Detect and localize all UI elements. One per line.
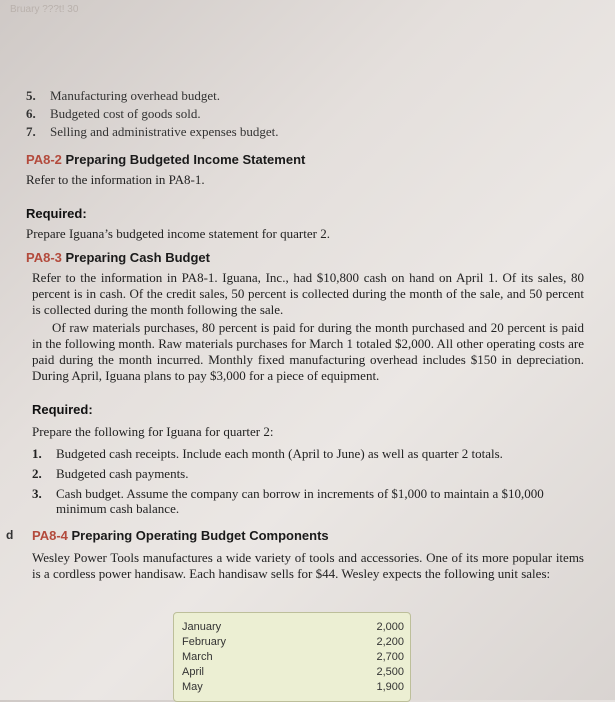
problem-code: PA8-4 [32,528,68,543]
month-cell: March [182,651,213,663]
problem-title: Preparing Cash Budget [65,250,210,265]
units-cell: 2,500 [376,666,404,678]
problem-title: Preparing Operating Budget Components [71,528,329,543]
table-row [182,621,404,634]
pa8-2-required-label: Required: [26,206,87,221]
units-cell: 2,700 [376,651,404,663]
pa8-3-heading [26,250,210,265]
faded-header-text: Bruary ???t! 30 [10,4,79,15]
pa8-4-paragraph: Wesley Power Tools manufactures a wide variety of tools and accessories. One of its more popular items is a cordless power handisaw. Each handisaw sells for $44. Wesley expects the following unit sales: [32,550,584,581]
table-row [182,636,404,649]
pa8-3-item-3 [32,486,582,516]
units-cell: 2,200 [376,636,404,648]
item-number: 3. [32,486,42,501]
problem-code: PA8-2 [26,152,62,167]
units-cell: 1,900 [376,681,404,693]
pa8-3-paragraph-2: Of raw materials purchases, 80 percent is paid for during the month purchased and 20 percent is paid in the following month. Raw materials purchases for March 1 totaled $2,000. All other operating costs are paid during the month incurred. Monthly fixed manufacturing overhead includes $150 in depreciation. During April, Iguana plans to pay $3,000 for a piece of equipment. [32,320,584,383]
pa8-3-required-label: Required: [32,402,93,417]
table-row [182,651,404,664]
item-number: 1. [32,446,42,461]
margin-marker: d [6,528,14,542]
table-row [182,681,404,694]
month-cell: January [182,621,222,633]
pa8-3-required-intro: Prepare the following for Iguana for quarter 2: [32,424,274,439]
item-text: Budgeted cash receipts. Include each month (April to June) as well as quarter 2 totals. [56,446,503,461]
list-number: 5. [26,88,36,103]
item-number: 2. [32,466,42,481]
problem-title: Preparing Budgeted Income Statement [65,152,306,167]
table-row [182,666,404,679]
month-cell: February [182,636,227,648]
problem-code: PA8-3 [26,250,62,265]
list-item-5 [26,88,220,104]
pa8-3-item-1 [32,446,582,461]
month-cell: May [182,681,203,693]
month-cell: April [182,666,205,678]
list-text: Budgeted cost of goods sold. [50,106,201,121]
pa8-2-required-text: Prepare Iguana’s budgeted income statement for quarter 2. [26,226,330,241]
list-item-7 [26,124,279,140]
pa8-2-heading [26,152,305,167]
list-text: Selling and administrative expenses budget. [50,124,279,139]
list-number: 6. [26,106,36,121]
units-cell: 2,000 [376,621,404,633]
unit-sales-table [173,612,411,702]
pa8-4-heading [32,528,329,543]
list-item-6 [26,106,201,122]
list-text: Manufacturing overhead budget. [50,88,221,103]
pa8-2-refer: Refer to the information in PA8-1. [26,172,205,187]
list-number: 7. [26,124,36,139]
item-text: Budgeted cash payments. [56,466,189,481]
pa8-3-item-2 [32,466,582,481]
pa8-3-paragraph-1: Refer to the information in PA8-1. Iguana, Inc., had $10,800 cash on hand on April 1. Of its sales, 80 percent is in cash. Of the credit sales, 50 percent is collected during the month of the sale, and 50 percent is collected during the month following the sale. [32,270,584,317]
item-text: Cash budget. Assume the company can borrow in increments of $1,000 to maintain a $10,000 minimum cash balance. [56,486,544,516]
